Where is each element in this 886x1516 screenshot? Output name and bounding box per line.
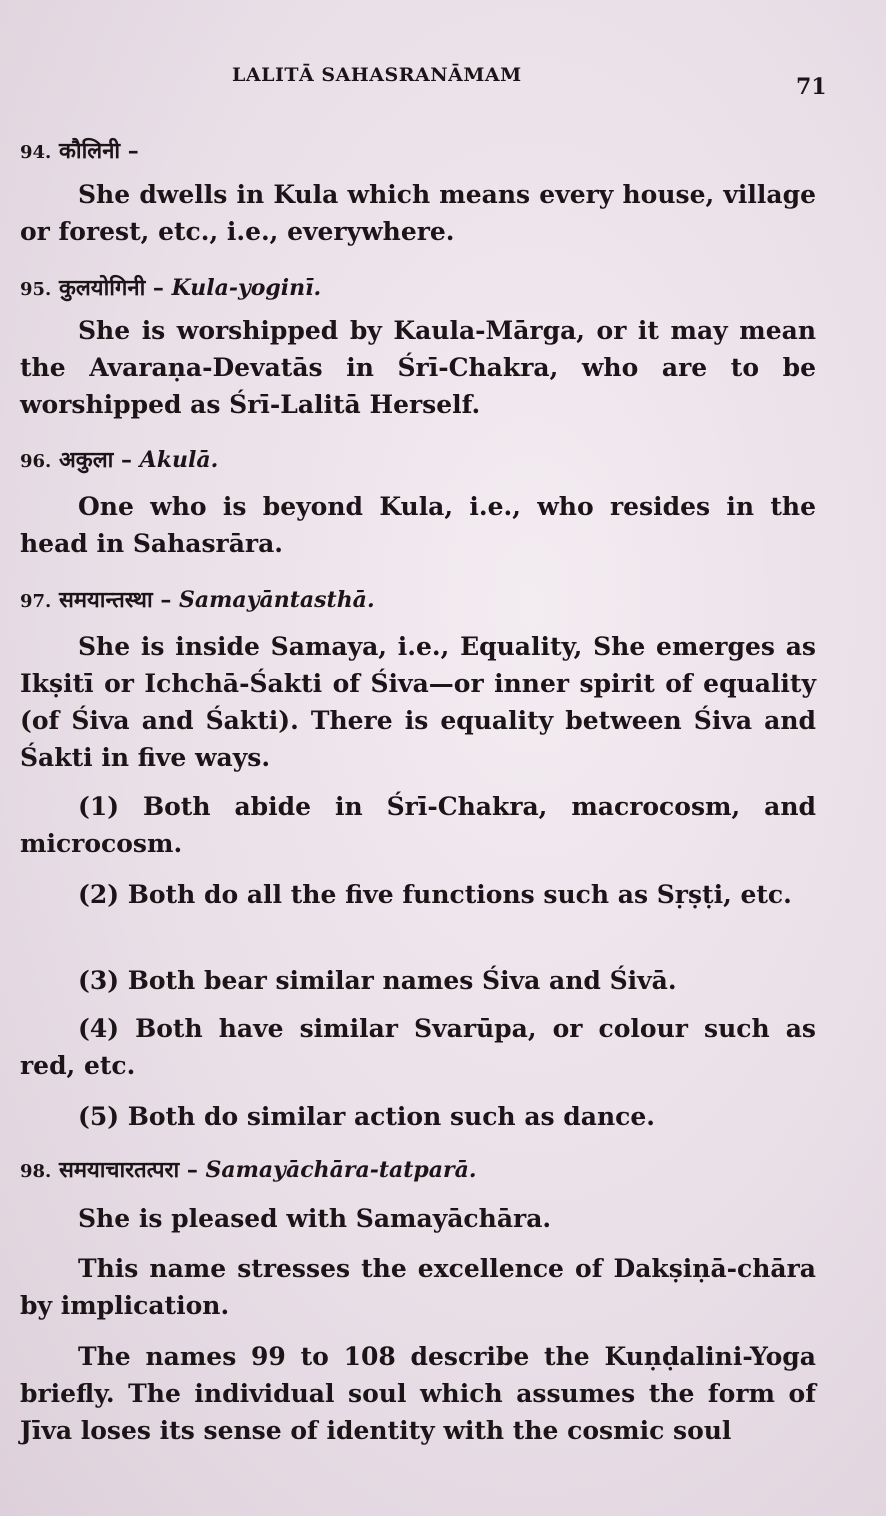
transliteration: Samayāntasthā. bbox=[179, 587, 375, 613]
entry-text: The names 99 to 108 describe the Kuṇḍalini-Yoga briefly. The individual soul which assumes the form of Jīva loses its sense of identity with the cosmic soul bbox=[20, 1342, 816, 1445]
sanskrit-name: समयाचारतत्परा – bbox=[59, 1157, 198, 1183]
page-header bbox=[0, 60, 886, 100]
sanskrit-name: कौलिनी – bbox=[59, 138, 139, 164]
entry-heading-98 bbox=[20, 1152, 816, 1190]
entry-heading-95 bbox=[20, 270, 816, 308]
entry-number: 97. bbox=[20, 591, 52, 612]
entry-heading-96 bbox=[20, 442, 816, 480]
list-item: (1) Both abide in Śrī-Chakra, macrocosm, and microcosm. bbox=[20, 792, 816, 858]
sanskrit-name: अकुला – bbox=[59, 447, 132, 473]
entry-text: She is worshipped by Kaula-Mārga, or it may mean the Avaraṇa-Devatās in Śrī-Chakra, who are to be worshipped as Śrī-Lalitā Herself. bbox=[20, 316, 816, 419]
entry-heading-97 bbox=[20, 582, 816, 620]
list-item: (2) Both do all the five functions such as Sṛṣṭi, etc. bbox=[78, 880, 792, 909]
transliteration: Akulā. bbox=[139, 447, 219, 473]
entry-text: She dwells in Kula which means every house, village or forest, etc., i.e., everywhere. bbox=[20, 180, 816, 246]
entry-text: One who is beyond Kula, i.e., who resides in the head in Sahasrāra. bbox=[20, 492, 816, 558]
sanskrit-name: कुलयोगिनी – bbox=[59, 275, 164, 301]
running-title: LALITĀ SAHASRANĀMAM bbox=[232, 64, 522, 86]
list-item: (5) Both do similar action such as dance. bbox=[78, 1102, 655, 1131]
entry-text: She is inside Samaya, i.e., Equality, She emerges as Ikṣitī or Ichchā-Śakti of Śiva—or inner spirit of equality (of Śiva and Śakti). There is equality between Śiva and Śakti in five ways. bbox=[20, 632, 816, 772]
entry-text: She is pleased with Samayāchāra. bbox=[78, 1204, 552, 1233]
entry-number: 94. bbox=[20, 142, 52, 163]
transliteration: Samayāchāra-tatparā. bbox=[205, 1157, 477, 1183]
entry-text: This name stresses the excellence of Dakṣiṇā-chāra by implication. bbox=[20, 1254, 816, 1320]
list-item: (3) Both bear similar names Śiva and Śivā. bbox=[78, 966, 677, 995]
entry-number: 95. bbox=[20, 279, 52, 300]
entry-heading-94 bbox=[20, 133, 816, 171]
entry-number: 96. bbox=[20, 451, 52, 472]
transliteration: Kula-yoginī. bbox=[171, 275, 322, 301]
list-item: (4) Both have similar Svarūpa, or colour such as red, etc. bbox=[20, 1014, 816, 1080]
page-number: 71 bbox=[796, 74, 827, 100]
entry-number: 98. bbox=[20, 1161, 52, 1182]
sanskrit-name: समयान्तस्था – bbox=[59, 587, 172, 613]
